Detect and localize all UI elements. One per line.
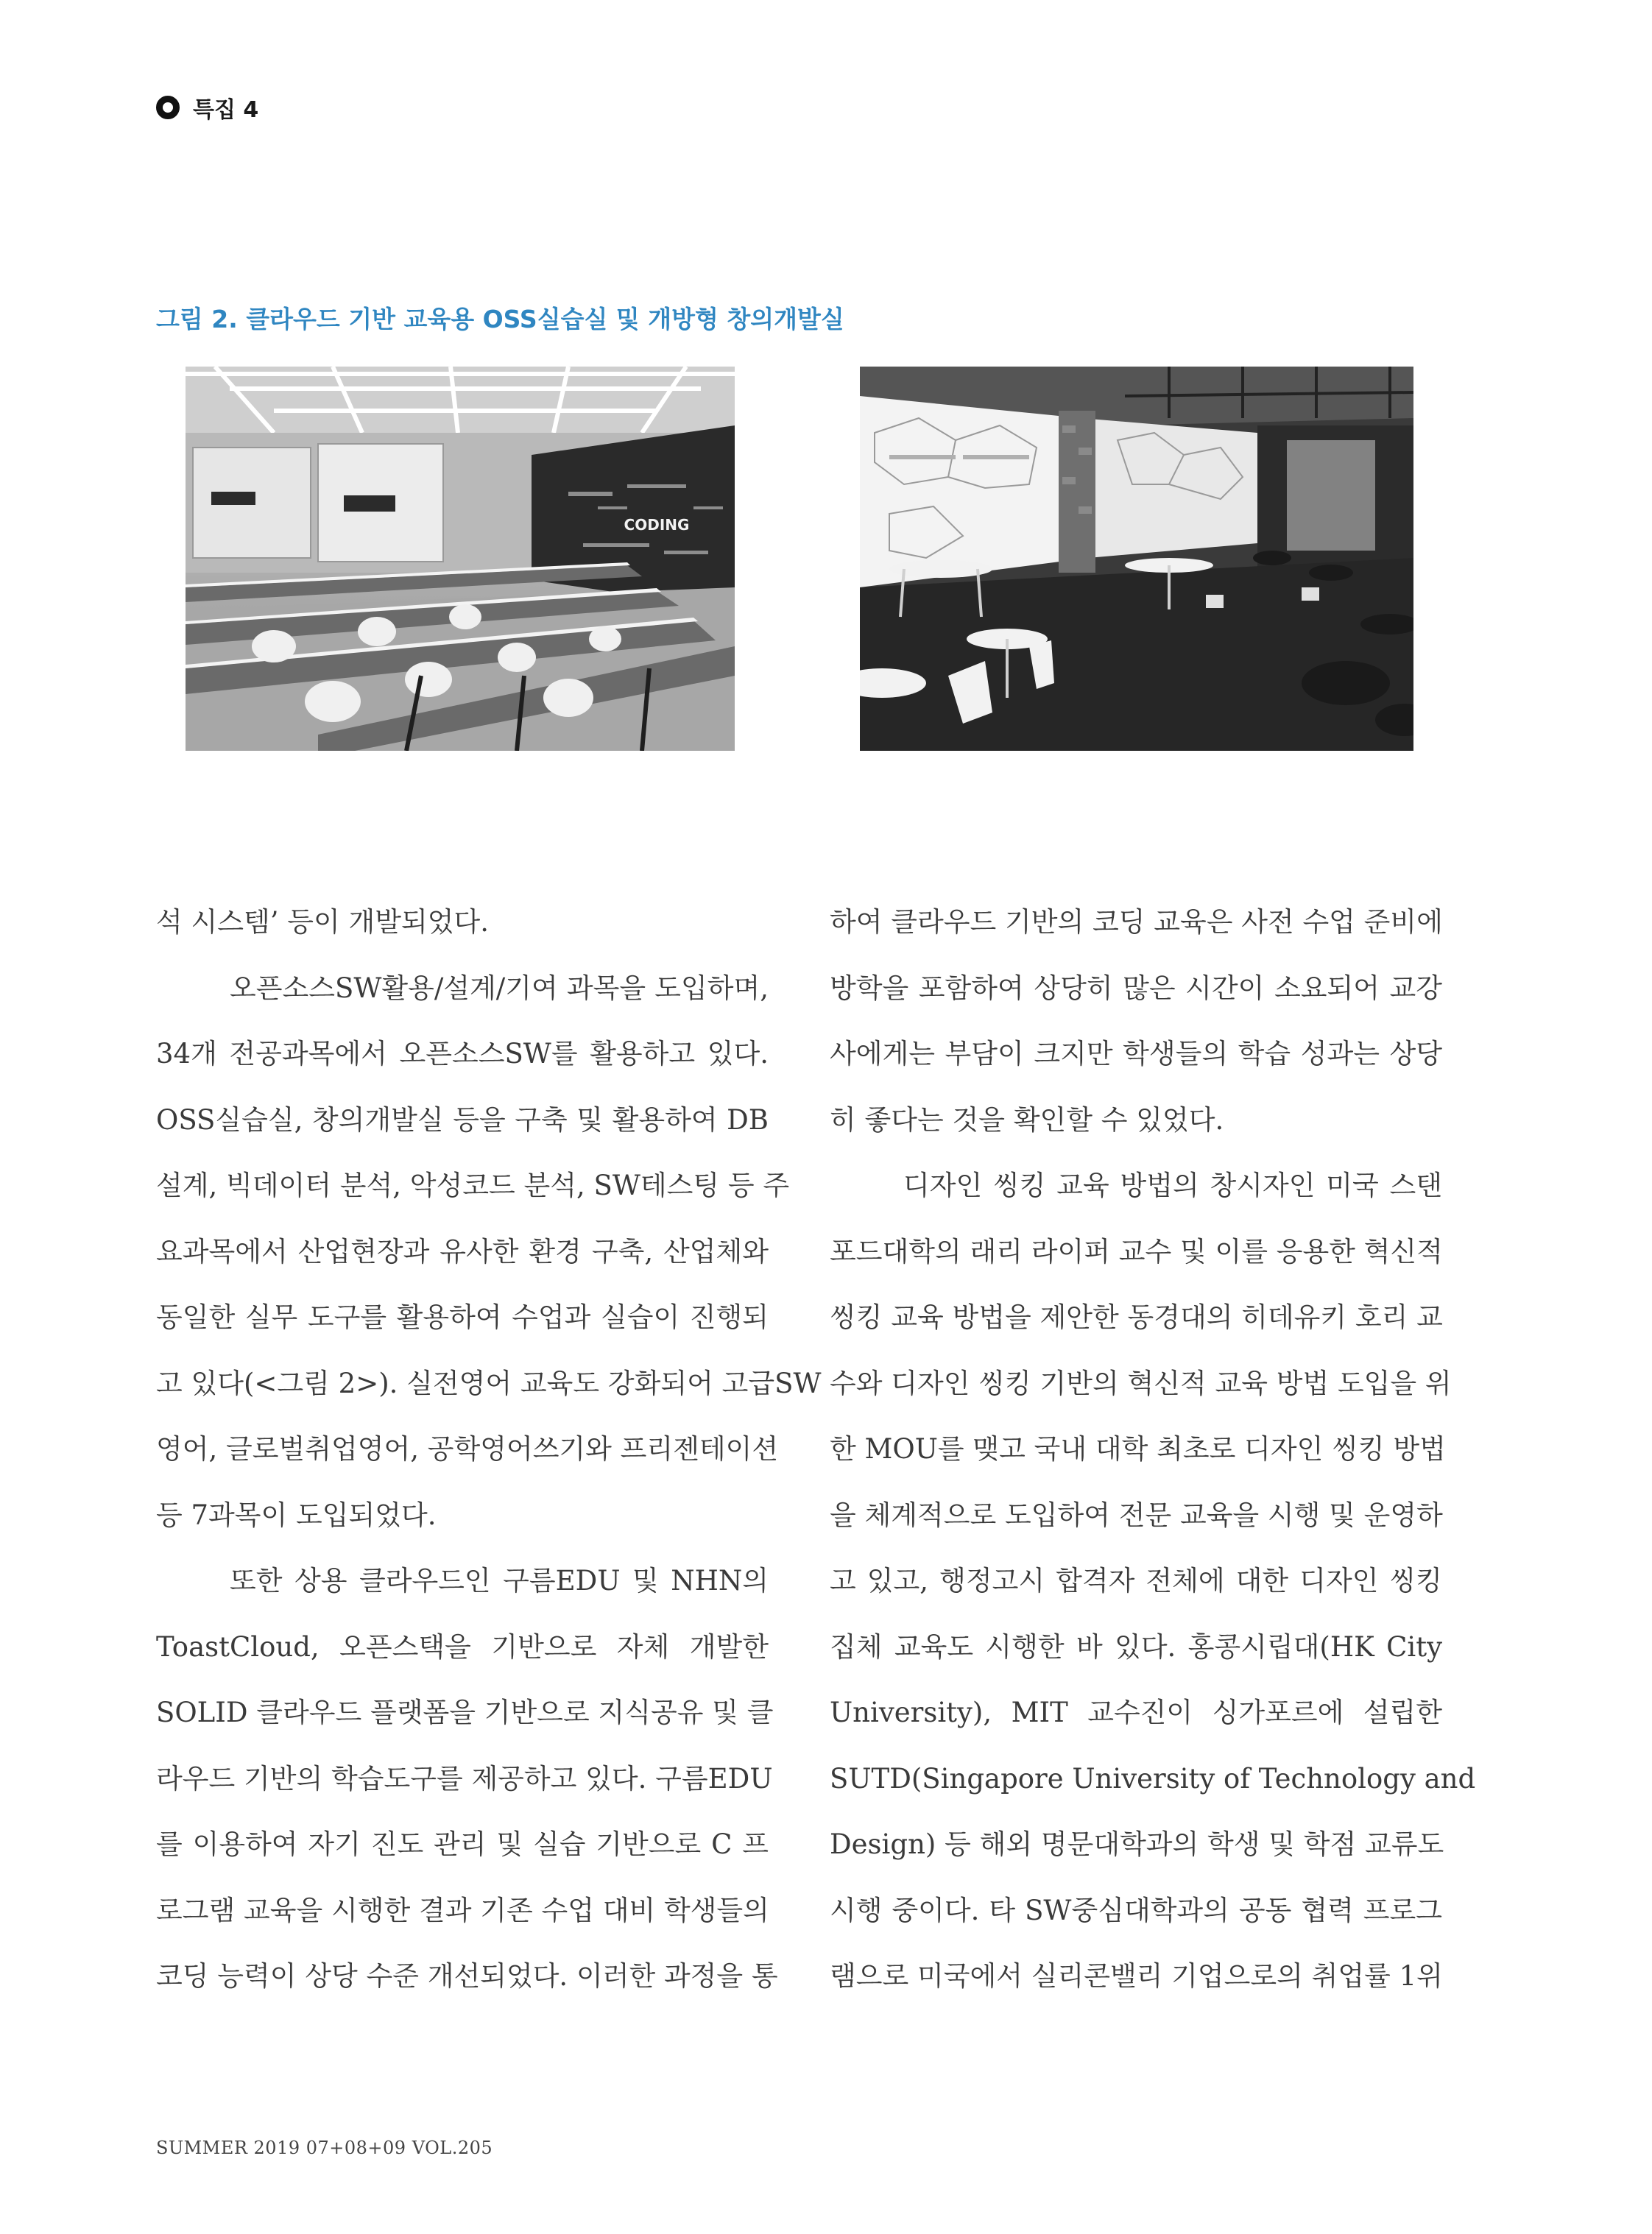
left-line-9: 영어, 글로벌취업영어, 공학영어쓰기와 프리젠테이션 [156,1433,779,1465]
right-text-column [830,889,1476,2009]
creative-room-photo [860,367,1413,751]
section-header [156,93,258,122]
left-line-10: 등 7과목이 도입되었다. [156,1499,437,1531]
right-line-12: 집체 교육도 시행한 바 있다. 홍콩시립대(HK City [830,1630,1442,1663]
right-line-3: 사에게는 부담이 크지만 학생들의 학습 성과는 상당 [830,1038,1442,1070]
right-line-17: 램으로 미국에서 실리콘밸리 기업으로의 취업률 1위 [830,1960,1443,1992]
right-line-11: 고 있고, 행정고시 합격자 전체에 대한 디자인 씽킹 [830,1565,1442,1597]
oss-lab-photo [186,367,735,751]
left-line-15: 를 이용하여 자기 진도 관리 및 실습 기반으로 C 프 [156,1828,769,1860]
right-line-14: SUTD(Singapore University of Technology and [830,1762,1476,1795]
left-line-13: SOLID 클라우드 플랫폼을 기반으로 지식공유 및 클 [156,1697,774,1728]
left-text-column [156,889,822,2009]
left-line-1: 석 시스템’ 등이 개발되었다. [156,906,489,938]
right-line-1: 하여 클라우드 기반의 코딩 교육은 사전 수업 준비에 [830,906,1443,938]
right-line-9: 한 MOU를 맺고 국내 대학 최초로 디자인 씽킹 방법 [830,1433,1446,1465]
circle-bullet-icon [156,96,180,119]
right-line-7: 씽킹 교육 방법을 제안한 동경대의 히데유키 호리 교 [830,1301,1443,1333]
left-line-8: 고 있다(<그림 2>). 실전영어 교육도 강화되어 고급SW [156,1367,822,1399]
right-line-15: Design) 등 해외 명문대학과의 학생 및 학점 교류도 [830,1828,1444,1860]
left-line-17: 코딩 능력이 상당 수준 개선되었다. 이러한 과정을 통 [156,1960,778,1992]
right-line-6: 포드대학의 래리 라이퍼 교수 및 이를 응용한 혁신적 [830,1235,1443,1268]
left-line-14: 라우드 기반의 학습도구를 제공하고 있다. 구름EDU [156,1762,773,1795]
left-line-2: 오픈소스SW활용/설계/기여 과목을 도입하며, [230,972,769,1004]
figure-caption: 그림 2. 클라우드 기반 교육용 OSS실습실 및 개방형 창의개발실 [156,305,844,333]
issue-footer: SUMMER 2019 07+08+09 VOL.205 [156,2138,493,2158]
left-line-5: 설계, 빅데이터 분석, 악성코드 분석, SW테스팅 등 주 [156,1170,790,1201]
right-line-5: 디자인 씽킹 교육 방법의 창시자인 미국 스탠 [903,1170,1442,1201]
right-line-2: 방학을 포함하여 상당히 많은 시간이 소요되어 교강 [830,972,1442,1004]
left-line-11: 또한 상용 클라우드인 구름EDU 및 NHN의 [230,1565,769,1597]
left-line-4: OSS실습실, 창의개발실 등을 구축 및 활용하여 DB [156,1103,769,1136]
left-line-12: ToastCloud, 오픈스택을 기반으로 자체 개발한 [156,1630,769,1663]
left-line-7: 동일한 실무 도구를 활용하여 수업과 실습이 진행되 [156,1301,769,1333]
right-line-8: 수와 디자인 씽킹 기반의 혁신적 교육 방법 도입을 위 [830,1367,1452,1399]
left-line-6: 요과목에서 산업현장과 유사한 환경 구축, 산업체와 [156,1235,769,1268]
right-line-4: 히 좋다는 것을 확인할 수 있었다. [830,1103,1224,1136]
section-label: 특집 4 [193,97,259,123]
right-line-10: 을 체계적으로 도입하여 전문 교육을 시행 및 운영하 [830,1499,1443,1531]
left-line-3: 34개 전공과목에서 오픈소스SW를 활용하고 있다. [156,1038,769,1070]
right-line-16: 시행 중이다. 타 SW중심대학과의 공동 협력 프로그 [830,1894,1442,1926]
right-line-13: University), MIT 교수진이 싱가포르에 설립한 [830,1697,1442,1728]
left-photo-screen-text: CODING [624,516,690,534]
left-line-16: 로그램 교육을 시행한 결과 기존 수업 대비 학생들의 [156,1894,769,1926]
